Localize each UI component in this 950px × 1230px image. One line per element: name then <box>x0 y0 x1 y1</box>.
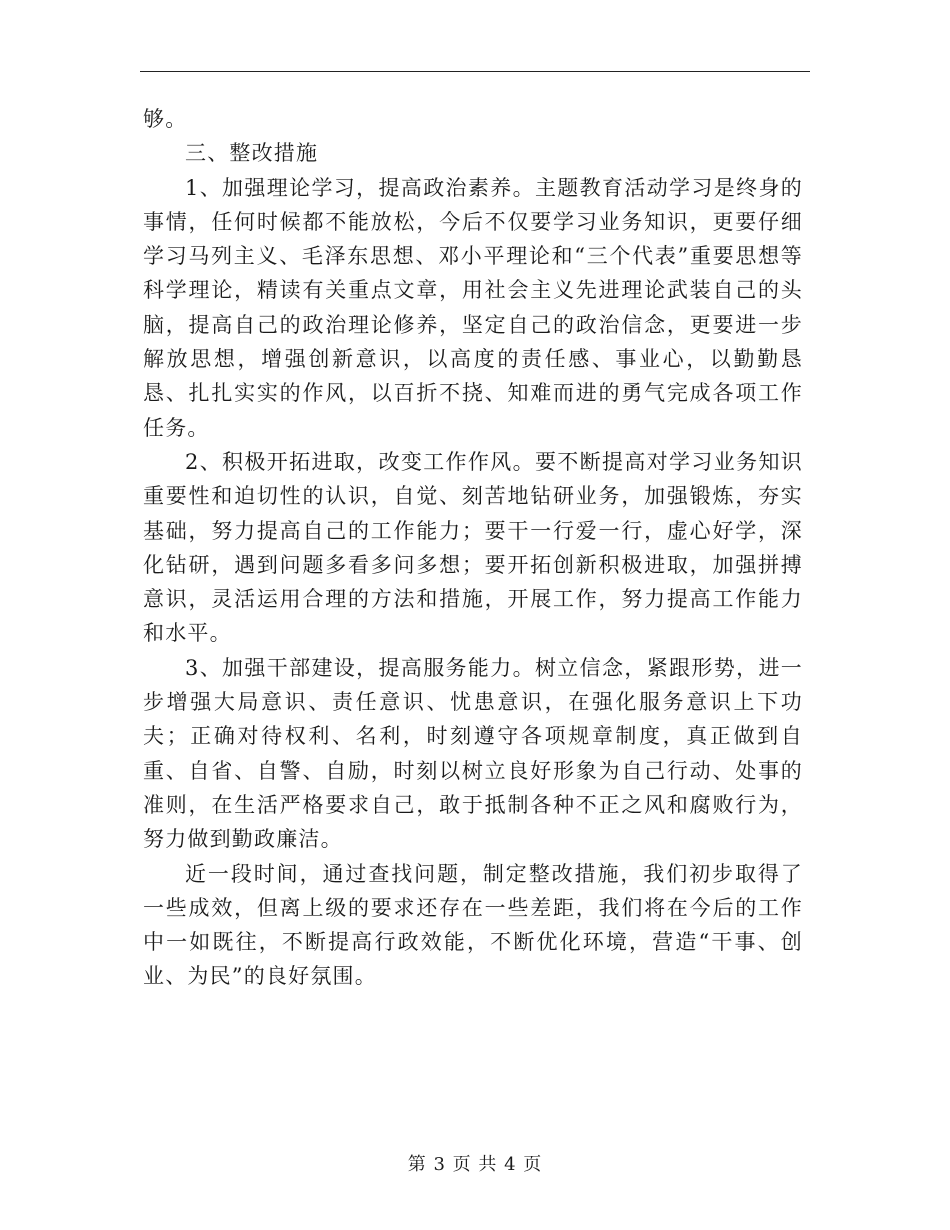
document-body <box>143 102 803 994</box>
section-heading: 三、整改措施 <box>185 141 319 166</box>
page-number-footer: 第 3 页 共 4 页 <box>407 1154 543 1175</box>
header-rule <box>140 71 810 72</box>
paragraph-2: 2、积极开拓进取，改变工作作风。要不断提高对学习业务知识重要性和迫切性的认识，自觉、刻苦地钻研业务，加强锻炼，夯实基础，努力提高自己的工作能力；要干一行爱一行，虚心好学，深化钻研，遇到问题多看多问多想；要开拓创新积极进取，加强拼搏意识，灵活运用合理的方法和措施，开展工作，努力提高工作能力和水平。 <box>143 449 803 646</box>
paragraph-1: 1、加强理论学习，提高政治素养。主题教育活动学习是终身的事情，任何时候都不能放松，今后不仅要学习业务知识，更要仔细学习马列主义、毛泽东思想、邓小平理论和“三个代表”重要思想等科学理论，精读有关重点文章，用社会主义先进理论武装自己的头脑，提高自己的政治理论修养，坚定自己的政治信念，更要进一步解放思想，增强创新意识，以高度的责任感、事业心，以勤勤恳恳、扎扎实实的作风，以百折不挠、知难而进的勇气完成各项工作任务。 <box>143 175 803 440</box>
continuation-text: 够。 <box>143 107 188 131</box>
paragraph-3: 3、加强干部建设，提高服务能力。树立信念，紧跟形势，进一步增强大局意识、责任意识、忧患意识，在强化服务意识上下功夫；正确对待权利、名利，时刻遵守各项规章制度，真正做到自重、自省、自警、自励，时刻以树立良好形象为自己行动、处事的准则，在生活严格要求自己，敢于抵制各种不正之风和腐败行为，努力做到勤政廉洁。 <box>143 655 803 852</box>
paragraph-summary: 近一段时间，通过查找问题，制定整改措施，我们初步取得了一些成效，但离上级的要求还存在一些差距，我们将在今后的工作中一如既往，不断提高行政效能，不断优化环境，营造“干事、创业、为民”的良好氛围。 <box>143 861 803 989</box>
